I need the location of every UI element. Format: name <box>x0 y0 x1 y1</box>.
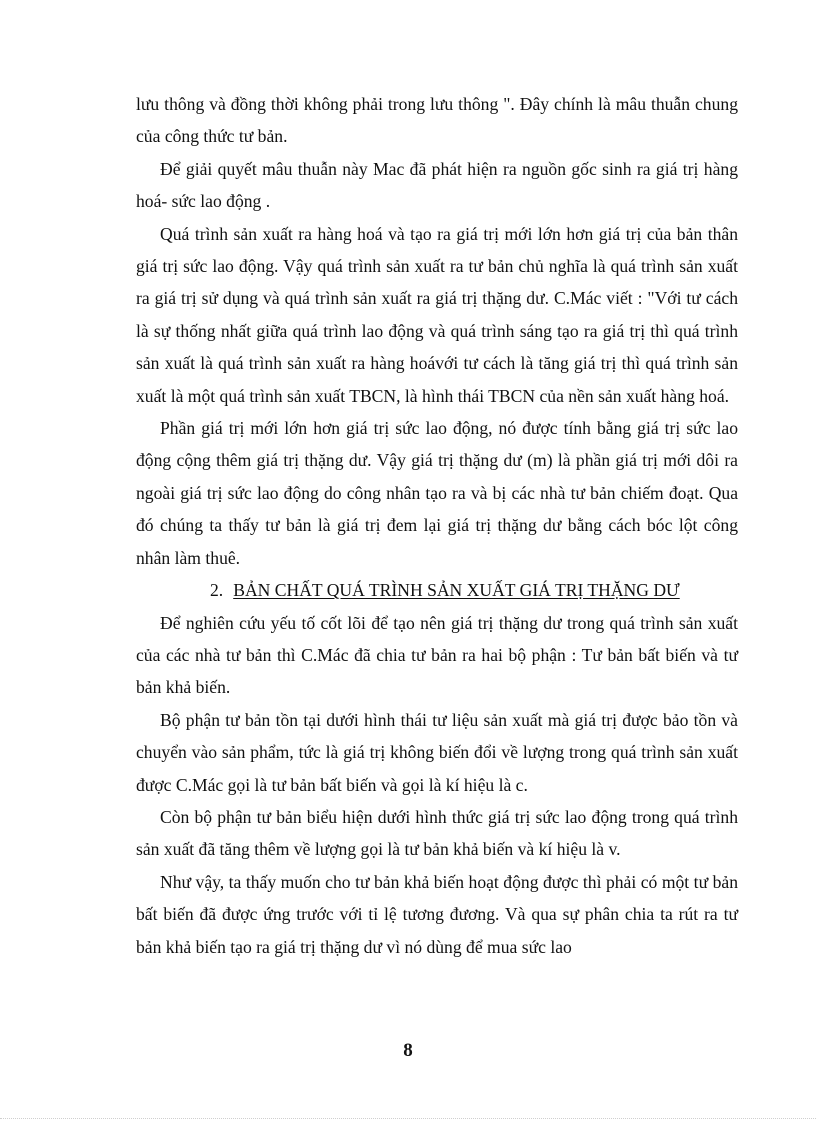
paragraph-7: Còn bộ phận tư bản biểu hiện dưới hình thức giá trị sức lao động trong quá trình sản xuất đã tăng thêm về lượng gọi là tư bản khả biến và kí hiệu là v. <box>136 806 738 860</box>
paragraph-1: lưu thông và đồng thời không phải trong lưu thông ". Đây chính là mâu thuẫn chung của công thức tư bản. <box>136 94 738 147</box>
paragraph-8: Như vậy, ta thấy muốn cho tư bản khả biến hoạt động được thì phải có một tư bản bất biến đã được ứng trước với tỉ lệ tương đương. Và qua sự phân chia ta rút ra tư bản khả biến tạo ra giá trị thặng dư vì nó dùng để mua sức lao <box>136 871 738 957</box>
body-text <box>136 88 738 963</box>
paragraph-5: Để nghiên cứu yếu tố cốt lõi để tạo nên giá trị thặng dư trong quá trình sản xuất của các nhà tư bản thì C.Mác đã chia tư bản ra hai bộ phận : Tư bản bất biến và tư bản khả biến. <box>136 612 738 698</box>
page-number: 8 <box>403 1040 413 1061</box>
paragraph-4: Phần giá trị mới lớn hơn giá trị sức lao động, nó được tính bằng giá trị sức lao động cộng thêm giá trị thặng dư. Vậy giá trị thặng dư (m) là phần giá trị mới dôi ra ngoài giá trị sức lao động do công nhân tạo ra và bị các nhà tư bản chiếm đoạt. Qua đó chúng ta thấy tư bản là giá trị đem lại giá trị thặng dư bằng cách bóc lột công nhân làm thuê. <box>136 418 738 568</box>
page-bottom-divider <box>0 1118 816 1119</box>
paragraph-6: Bộ phận tư bản tồn tại dưới hình thái tư liệu sản xuất mà giá trị được bảo tồn và chuyển vào sản phẩm, tức là giá trị không biến đổi về lượng trong quá trình sản xuất được C.Mác gọi là tư bản bất biến và gọi là kí hiệu là c. <box>136 709 738 795</box>
paragraph-2: Để giải quyết mâu thuẫn này Mac đã phát hiện ra nguồn gốc sinh ra giá trị hàng hoá- sức lao động . <box>136 158 738 212</box>
section-heading <box>136 574 738 606</box>
section-title: BẢN CHẤT QUÁ TRÌNH SẢN XUẤT GIÁ TRỊ THẶNG DƯ <box>233 580 680 601</box>
paragraph-3: Quá trình sản xuất ra hàng hoá và tạo ra giá trị mới lớn hơn giá trị của bản thân giá trị sức lao động. Vậy quá trình sản xuất ra tư bản chủ nghĩa là quá trình sản xuất ra giá trị sử dụng và quá trình sản xuất ra giá trị thặng dư. C.Mác viết : "Với tư cách là sự thống nhất giữa quá trình lao động và quá trình sáng tạo ra giá trị thì quá trình sản xuất là quá trình sản xuất ra hàng hoávới tư cách là tăng giá trị thì quá trình sản xuất là một quá trình sản xuất TBCN, là hình thái TBCN của nền sản xuất hàng hoá. <box>136 223 738 406</box>
section-number: 2. <box>210 580 224 601</box>
